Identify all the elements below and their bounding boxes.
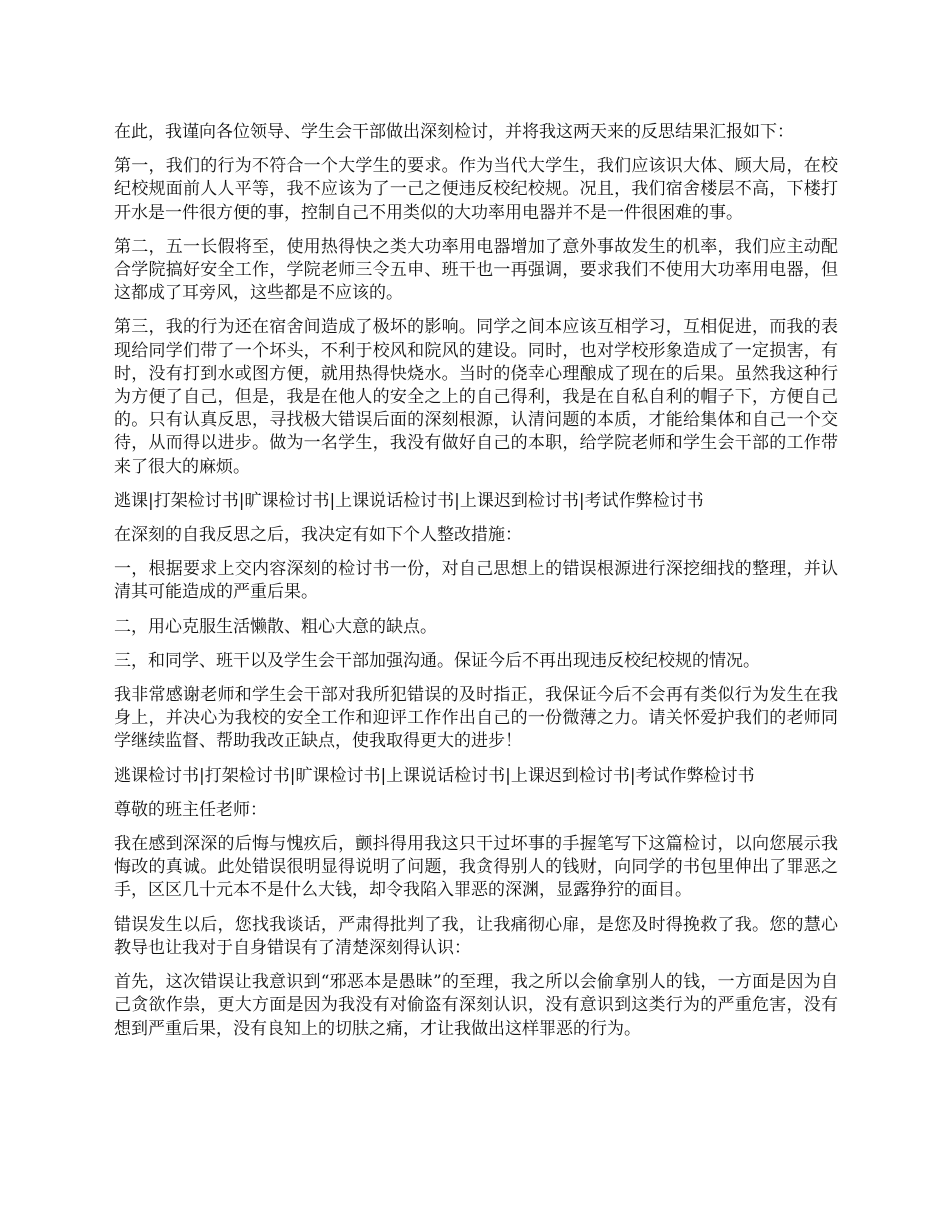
paragraph-regret: 我在感到深深的后悔与愧疚后，颤抖得用我这只干过坏事的手握笔写下这篇检讨，以向您展示我悔改的真诚。此处错误很明显得说明了问题，我贪得别人的钱财，向同学的书包里伸出了罪恶之手，区区几十元本不是什么大钱，却令我陷入罪恶的深渊，显露狰狞的面目。	[114, 834, 838, 901]
paragraph-measure-one: 一，根据要求上交内容深刻的检讨书一份，对自己思想上的错误根源进行深挖细找的整理，并认清其可能造成的严重后果。	[114, 559, 838, 603]
paragraph-third-point: 第三，我的行为还在宿舍间造成了极坏的影响。同学之间本应该互相学习，互相促进，而我的表现给同学们带了一个坏头，不利于校风和院风的建设。同时，也对学校形象造成了一定损害，有时，没有打到水或图方便，就用热得快烧水。当时的侥幸心理酿成了现在的后果。虽然我这种行为方便了自己，但是，我是在他人的安全之上的自己得利，我是在自私自利的帽子下，方便自己的。只有认真反思，寻找极大错误后面的深刻根源，认清问题的本质，才能给集体和自己一个交待，从而得以进步。做为一名学生，我没有做好自己的本职，给学院老师和学生会干部的工作带来了很大的麻烦。	[114, 317, 838, 477]
salutation: 尊敬的班主任老师：	[114, 799, 267, 820]
paragraph-measure-two: 二，用心克服生活懒散、粗心大意的缺点。	[114, 616, 437, 637]
paragraph-measures-intro: 在深刻的自我反思之后，我决定有如下个人整改措施：	[114, 525, 522, 546]
related-links-line-2: 逃课检讨书|打架检讨书|旷课检讨书|上课说话检讨书|上课迟到检讨书|考试作弊检讨书	[114, 765, 755, 786]
paragraph-realization: 首先，这次错误让我意识到“邪恶本是愚昧”的至理，我之所以会偷拿别人的钱，一方面是因为自己贪欲作祟，更大方面是因为我没有对偷盗有深刻认识，没有意识到这类行为的严重危害，没有想到严重后果，没有良知上的切肤之痛，才让我做出这样罪恶的行为。	[114, 972, 838, 1039]
document-body	[114, 121, 838, 1052]
paragraph-after-mistake: 错误发生以后，您找我谈话，严肃得批判了我，让我痛彻心扉，是您及时得挽救了我。您的慧心教导也让我对于自身错误有了清楚深刻得认识：	[114, 914, 838, 958]
related-links-line: 逃课|打架检讨书|旷课检讨书|上课说话检讨书|上课迟到检讨书|考试作弊检讨书	[114, 490, 704, 511]
paragraph-first-point: 第一，我们的行为不符合一个大学生的要求。作为当代大学生，我们应该识大体、顾大局，在校纪校规面前人人平等，我不应该为了一己之便违反校纪校规。况且，我们宿舍楼层不高，下楼打开水是一件很方便的事，控制自己不用类似的大功率用电器并不是一件很困难的事。	[114, 156, 838, 223]
paragraph-thanks: 我非常感谢老师和学生会干部对我所犯错误的及时指正，我保证今后不会再有类似行为发生在我身上，并决心为我校的安全工作和迎评工作作出自己的一份微薄之力。请关怀爱护我们的老师同学继续监督、帮助我改正缺点，使我取得更大的进步！	[114, 685, 838, 752]
paragraph-measure-three: 三，和同学、班干以及学生会干部加强沟通。保证今后不再出现违反校纪校规的情况。	[114, 650, 760, 671]
paragraph-second-point: 第二，五一长假将至，使用热得快之类大功率用电器增加了意外事故发生的机率，我们应主动配合学院搞好安全工作，学院老师三令五申、班干也一再强调，要求我们不使用大功率用电器，但这都成了耳旁风，这些都是不应该的。	[114, 236, 838, 304]
paragraph-intro: 在此，我谨向各位领导、学生会干部做出深刻检讨，并将我这两天来的反思结果汇报如下：	[114, 122, 794, 142]
